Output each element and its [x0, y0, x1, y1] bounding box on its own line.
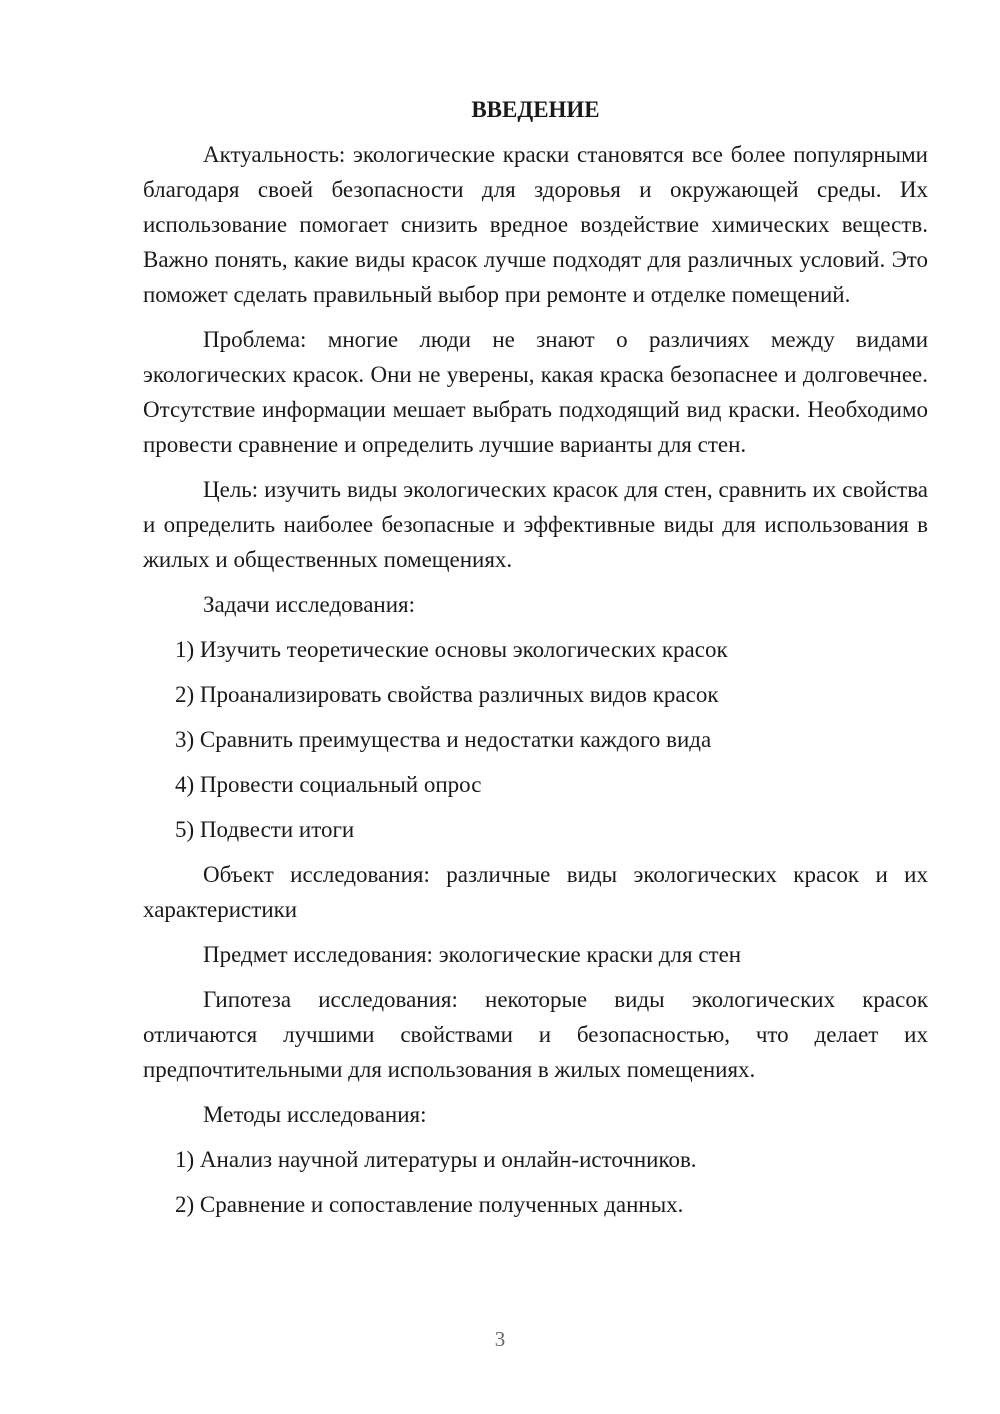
list-item: 2) Сравнение и сопоставление полученных данных.: [175, 1192, 684, 1217]
document-page: [143, 92, 928, 1232]
goal-paragraph: Цель: изучить виды экологических красок для стен, сравнить их свойства и определить наиболее безопасные и эффективные виды для использования в жилых и общественных помещениях.: [143, 477, 928, 572]
problem-paragraph: Проблема: многие люди не знают о различиях между видами экологических красок. Они не уверены, какая краска безопаснее и долговечнее. Отсутствие информации мешает выбрать подходящий вид краски. Необходимо провести сравнение и определить лучшие варианты для стен.: [143, 327, 928, 457]
subject-paragraph: Предмет исследования: экологические краски для стен: [203, 942, 742, 967]
methods-heading: Методы исследования:: [203, 1102, 427, 1127]
relevance-paragraph: Актуальность: экологические краски становятся все более популярными благодаря своей безопасности для здоровья и окружающей среды. Их использование помогает снизить вредное воздействие химических веществ. Важно понять, какие виды красок лучше подходят для различных условий. Это поможет сделать правильный выбор при ремонте и отделке помещений.: [143, 142, 928, 307]
list-item: 3) Сравнить преимущества и недостатки каждого вида: [175, 727, 712, 752]
section-title: ВВЕДЕНИЕ: [471, 97, 600, 122]
list-item: 1) Анализ научной литературы и онлайн-источников.: [175, 1147, 697, 1172]
list-item: 4) Провести социальный опрос: [175, 772, 482, 797]
methods-list: [143, 1142, 928, 1222]
list-item: 1) Изучить теоретические основы экологических красок: [175, 637, 728, 662]
list-item: 5) Подвести итоги: [175, 817, 355, 842]
hypothesis-paragraph: Гипотеза исследования: некоторые виды экологических красок отличаются лучшими свойствами и безопасностью, что делает их предпочтительными для использования в жилых помещениях.: [143, 987, 928, 1082]
object-paragraph: Объект исследования: различные виды экологических красок и их характеристики: [143, 862, 928, 922]
list-item: 2) Проанализировать свойства различных видов красок: [175, 682, 719, 707]
tasks-list: [143, 632, 928, 847]
page-number: 3: [494, 1327, 506, 1351]
tasks-heading: Задачи исследования:: [203, 592, 416, 617]
